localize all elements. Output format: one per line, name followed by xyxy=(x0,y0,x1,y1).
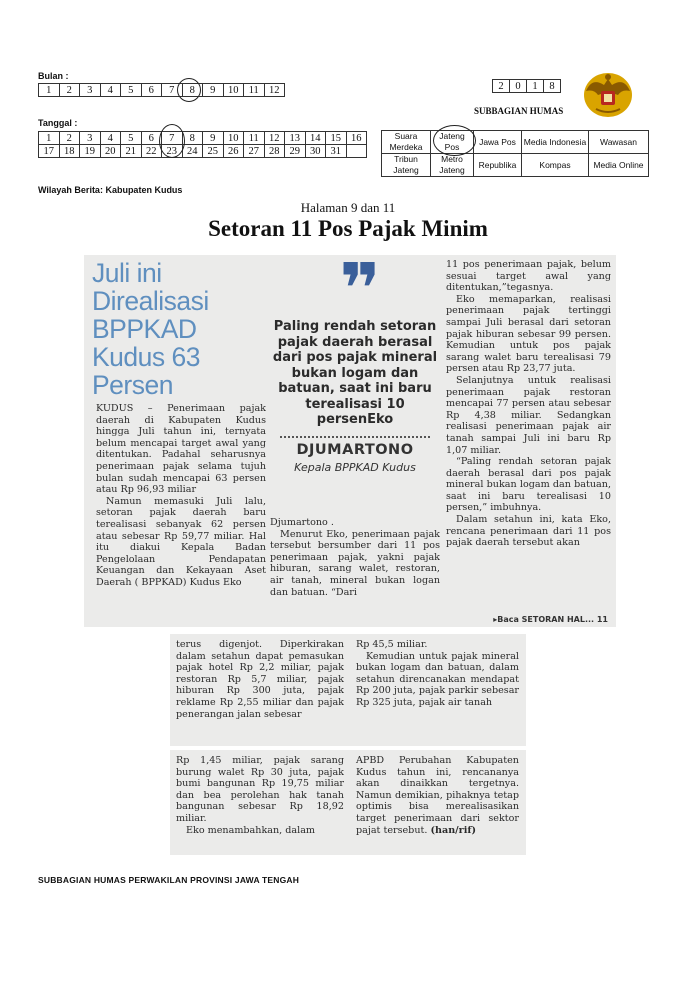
selected-date-circle xyxy=(159,124,185,158)
date-cell: 17 xyxy=(39,145,60,158)
selected-month-circle xyxy=(177,78,201,102)
date-cell: 4 xyxy=(100,132,121,145)
paragraph: terus digenjot. Diperkirakan dalam setahun dapat pemasukan pajak hotel Rp 2,2 miliar, pajak restoran Rp 5,7 miliar, pajak hiburan Rp 300 juta, pajak reklame Rp 2,55 miliar dan pajak penerangan jalan sebesar xyxy=(176,639,344,720)
media-cell: Wawasan xyxy=(589,131,649,154)
year-digit-cell: 2 xyxy=(493,80,510,93)
year-digit-cell: 1 xyxy=(527,80,544,93)
media-cell: Jateng Pos xyxy=(431,131,474,154)
paragraph xyxy=(356,755,519,836)
bulan-label: Bulan : xyxy=(38,71,69,81)
date-cell: 29 xyxy=(285,145,306,158)
speaker-name: DJUMARTONO xyxy=(296,441,414,458)
date-cell: 16 xyxy=(346,132,367,145)
byline: (han/rif) xyxy=(430,824,477,836)
date-cell: 19 xyxy=(80,145,101,158)
column-2 xyxy=(270,517,440,598)
garuda-emblem-icon xyxy=(582,69,634,121)
date-cell: 10 xyxy=(223,132,244,145)
month-grid xyxy=(38,83,285,97)
date-cell: 13 xyxy=(285,132,306,145)
media-cell: Suara Merdeka xyxy=(382,131,431,154)
media-cell: Jawa Pos xyxy=(474,131,522,154)
date-cell: 6 xyxy=(141,132,162,145)
year-digit-cell: 0 xyxy=(510,80,527,93)
speaker-role: Kepala BPPKAD Kudus xyxy=(294,460,416,474)
date-cell: 12 xyxy=(264,132,285,145)
media-table xyxy=(381,130,649,177)
column-left xyxy=(176,755,344,836)
date-cell: 24 xyxy=(182,145,203,158)
date-cell: 14 xyxy=(305,132,326,145)
month-cell: 11 xyxy=(244,84,265,97)
tanggal-label: Tanggal : xyxy=(38,118,78,128)
paragraph: Namun memasuki Juli lalu, setoran pajak daerah baru terealisasi sebanyak 62 persen atau sebesar Rp 59,77 miliar. Hal itu diakui Kepala Badan Pengelolaan Pendapatan Keuangan dan Kekayaan Aset Daerah ( BPPKAD) Kudus Eko xyxy=(96,495,266,588)
date-cell: 28 xyxy=(264,145,285,158)
column-3 xyxy=(446,259,611,549)
date-cell: 31 xyxy=(326,145,347,158)
date-cell: 11 xyxy=(244,132,265,145)
clip-title xyxy=(92,259,252,399)
date-cell: 8 xyxy=(182,132,203,145)
news-clipping-continued-1 xyxy=(170,634,526,746)
month-cell: 9 xyxy=(203,84,224,97)
media-cell: Media Indonesia xyxy=(522,131,589,154)
date-cell: 21 xyxy=(121,145,142,158)
paragraph: Rp 1,45 miliar, pajak sarang burung walet Rp 30 juta, pajak bumi bangunan Rp 19,75 miliar dan bea perolehan hak tanah bangunan sebesar Rp 18,92 miliar. xyxy=(176,755,344,824)
media-cell: Republika xyxy=(474,154,522,177)
paragraph: Eko menambahkan, dalam xyxy=(186,824,316,836)
paragraph: Selanjutnya untuk realisasi penerimaan pajak restoran mencapai 77 persen atau sebesar Rp 4,38 miliar. Sedangkan realisasi penerimaan pajak air tanah sampai Juli ini baru Rp 1,07 miliar. xyxy=(446,374,611,456)
month-cell: 2 xyxy=(59,84,80,97)
date-cell: 7 xyxy=(162,132,183,145)
month-cell: 5 xyxy=(121,84,142,97)
divider xyxy=(280,436,430,438)
date-cell: 20 xyxy=(100,145,121,158)
month-cell: 4 xyxy=(100,84,121,97)
clip-title-line: Kudus 63 xyxy=(92,342,200,372)
date-cell: 3 xyxy=(80,132,101,145)
month-cell: 12 xyxy=(264,84,285,97)
date-cell: 30 xyxy=(305,145,326,158)
headline: Setoran 11 Pos Pajak Minim xyxy=(208,216,488,241)
date-grid xyxy=(38,131,367,158)
column-right xyxy=(356,639,519,709)
date-cell: 18 xyxy=(59,145,80,158)
date-cell xyxy=(346,145,367,158)
month-cell: 3 xyxy=(80,84,101,97)
date-cell: 1 xyxy=(39,132,60,145)
date-cell: 26 xyxy=(223,145,244,158)
news-clipping-main xyxy=(84,255,616,627)
media-cell: Media Online xyxy=(589,154,649,177)
media-cell: Tribun Jateng xyxy=(382,154,431,177)
column-left xyxy=(176,639,344,720)
date-cell: 25 xyxy=(203,145,224,158)
pull-quote: Paling rendah setoran pajak daerah berasal dari pos pajak mineral bukan logam dan batuan, saat ini baru terealisasi 10 persenEko xyxy=(272,319,438,427)
paragraph: Menurut Eko, penerimaan pajak tersebut bersumber dari 11 pos penerimaan pajak, yakni pajak hiburan, sarang walet, restoran, air tanah, mineral bukan logan dan batuan. “Dari xyxy=(270,528,440,598)
media-cell: Kompas xyxy=(522,154,589,177)
clip-title-line: Juli ini xyxy=(92,258,162,288)
column-1 xyxy=(96,403,266,589)
subbagian-humas: SUBBAGIAN HUMAS xyxy=(474,106,564,116)
month-cell: 6 xyxy=(141,84,162,97)
clip-title-line: Direalisasi xyxy=(92,286,209,316)
pull-quote-block xyxy=(270,255,440,474)
paragraph: Eko memaparkan, realisasi penerimaan pajak tertinggi sampai Juli berasal dari setoran pajak hiburan sebesar 99 persen. Kemudian untuk pos pajak sarang walet baru terealisasi 79 persen atau Rp 23,77 juta. xyxy=(446,293,611,375)
date-cell: 15 xyxy=(326,132,347,145)
news-clipping-continued-2 xyxy=(170,750,526,855)
date-cell: 9 xyxy=(203,132,224,145)
paragraph: “Paling rendah setoran pajak daerah berasal dari pos pajak mineral bukan logam dan batuan, saat ini baru terealisasi 10 persen,” imbuhnya. xyxy=(446,456,611,514)
continued-reference: ▸Baca SETORAN HAL... 11 xyxy=(493,615,608,624)
year-digit-cell: 8 xyxy=(544,80,561,93)
date-cell: 22 xyxy=(141,145,162,158)
column-right xyxy=(356,755,519,836)
footer: SUBBAGIAN HUMAS PERWAKILAN PROVINSI JAWA TENGAH xyxy=(38,875,300,885)
page-reference: Halaman 9 dan 11 xyxy=(300,200,396,215)
date-cell: 23 xyxy=(162,145,183,158)
paragraph: Rp 45,5 miliar. xyxy=(356,639,428,650)
month-cell: 7 xyxy=(162,84,183,97)
paragraph: Kemudian untuk pajak mineral bukan logam dan batuan, dalam setahun direncanakan mendapat Rp 200 juta, pajak parkir sebesar Rp 325 juta, pajak air tanah xyxy=(356,650,519,708)
month-cell: 10 xyxy=(223,84,244,97)
paragraph: 11 pos penerimaan pajak, belum sesuai target awal yang ditentukan,”tegasnya. xyxy=(446,259,611,294)
clip-title-line: BPPKAD xyxy=(92,314,197,344)
date-cell: 5 xyxy=(121,132,142,145)
selected-media-circle xyxy=(433,125,476,156)
date-cell: 27 xyxy=(244,145,265,158)
paragraph-text: APBD Perubahan Kabupaten Kudus tahun ini, rencananya akan dinaikkan tergetnya. Namun demikian, pihaknya tetap optimis bisa merealisasikan target penerimaan dari sektor pajat tersebut. xyxy=(356,755,519,836)
wilayah-berita: Wilayah Berita: Kabupaten Kudus xyxy=(38,185,183,195)
month-cell: 8 xyxy=(182,84,203,97)
year-grid xyxy=(492,79,561,93)
paragraph: KUDUS – Penerimaan pajak daerah di Kabupaten Kudus hingga Juli tahun ini, ternyata belum mencapai target awal yang ditentukan. Padahal seharusnya penerimaan pajak selama tujuh bulan sudah mencapai 63 persen atau Rp 96,93 miliar xyxy=(96,403,266,496)
date-cell: 2 xyxy=(59,132,80,145)
month-cell: 1 xyxy=(39,84,60,97)
paragraph: Dalam setahun ini, kata Eko, rencana penerimaan dari 11 pos pajak daerah tersebut akan xyxy=(446,514,611,549)
clip-title-line: Persen xyxy=(92,370,173,400)
quote-mark-icon: ❞ xyxy=(339,255,371,330)
media-cell: Metro Jateng xyxy=(431,154,474,177)
paragraph: Djumartono . xyxy=(270,517,334,528)
